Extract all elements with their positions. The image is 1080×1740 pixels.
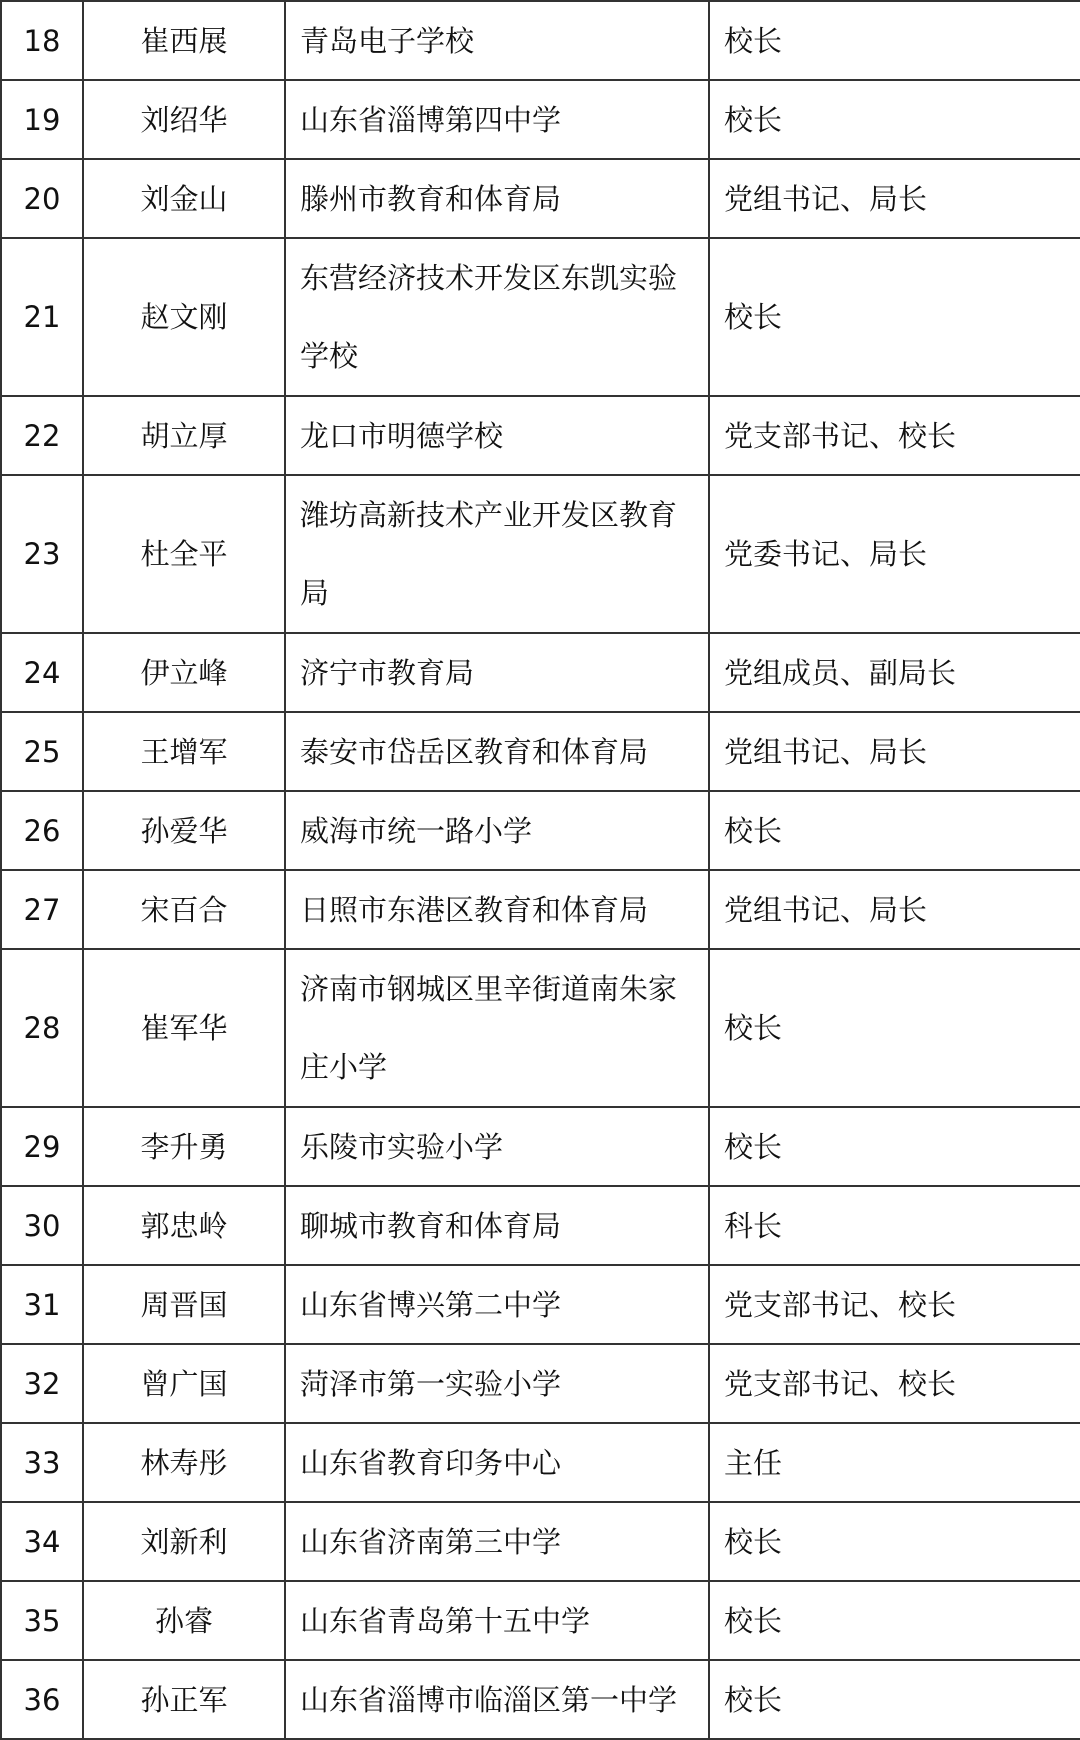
table-row (1, 1344, 1080, 1423)
person-name: 孙正军 (83, 1660, 285, 1739)
table-row (1, 1, 1080, 80)
row-number: 20 (1, 159, 83, 238)
organization: 日照市东港区教育和体育局 (285, 870, 709, 949)
person-name: 孙爱华 (83, 791, 285, 870)
person-name: 王增军 (83, 712, 285, 791)
table-row (1, 1265, 1080, 1344)
position: 校长 (709, 1, 1080, 80)
position: 党组书记、局长 (709, 159, 1080, 238)
position: 党组书记、局长 (709, 870, 1080, 949)
organization: 济南市钢城区里辛街道南朱家庄小学 (285, 949, 709, 1107)
position: 党支部书记、校长 (709, 1344, 1080, 1423)
table-row (1, 80, 1080, 159)
person-name: 崔西展 (83, 1, 285, 80)
person-name: 曾广国 (83, 1344, 285, 1423)
row-number: 35 (1, 1581, 83, 1660)
organization: 山东省淄博市临淄区第一中学 (285, 1660, 709, 1739)
position: 校长 (709, 1107, 1080, 1186)
organization: 泰安市岱岳区教育和体育局 (285, 712, 709, 791)
table-row (1, 1660, 1080, 1739)
organization: 济宁市教育局 (285, 633, 709, 712)
person-name: 崔军华 (83, 949, 285, 1107)
row-number: 27 (1, 870, 83, 949)
table-row (1, 1107, 1080, 1186)
row-number: 22 (1, 396, 83, 475)
position: 党委书记、局长 (709, 475, 1080, 633)
row-number: 19 (1, 80, 83, 159)
person-name: 孙睿 (83, 1581, 285, 1660)
row-number: 28 (1, 949, 83, 1107)
row-number: 21 (1, 238, 83, 396)
organization: 青岛电子学校 (285, 1, 709, 80)
row-number: 26 (1, 791, 83, 870)
position: 党支部书记、校长 (709, 1265, 1080, 1344)
person-name: 周晋国 (83, 1265, 285, 1344)
organization: 威海市统一路小学 (285, 791, 709, 870)
person-name: 伊立峰 (83, 633, 285, 712)
position: 党组成员、副局长 (709, 633, 1080, 712)
person-name: 李升勇 (83, 1107, 285, 1186)
row-number: 25 (1, 712, 83, 791)
organization: 潍坊高新技术产业开发区教育局 (285, 475, 709, 633)
organization: 聊城市教育和体育局 (285, 1186, 709, 1265)
person-name: 郭忠岭 (83, 1186, 285, 1265)
row-number: 29 (1, 1107, 83, 1186)
organization: 菏泽市第一实验小学 (285, 1344, 709, 1423)
position: 校长 (709, 791, 1080, 870)
table-row (1, 1581, 1080, 1660)
row-number: 32 (1, 1344, 83, 1423)
table-row (1, 1186, 1080, 1265)
position: 党组书记、局长 (709, 712, 1080, 791)
table-row (1, 1502, 1080, 1581)
row-number: 34 (1, 1502, 83, 1581)
person-name: 刘金山 (83, 159, 285, 238)
row-number: 24 (1, 633, 83, 712)
organization: 山东省教育印务中心 (285, 1423, 709, 1502)
position: 校长 (709, 1502, 1080, 1581)
table-row (1, 159, 1080, 238)
table-row (1, 949, 1080, 1107)
organization: 龙口市明德学校 (285, 396, 709, 475)
row-number: 30 (1, 1186, 83, 1265)
person-name: 刘新利 (83, 1502, 285, 1581)
row-number: 33 (1, 1423, 83, 1502)
organization: 山东省济南第三中学 (285, 1502, 709, 1581)
table-row (1, 633, 1080, 712)
organization: 东营经济技术开发区东凯实验学校 (285, 238, 709, 396)
position: 校长 (709, 238, 1080, 396)
table-row (1, 396, 1080, 475)
person-name: 宋百合 (83, 870, 285, 949)
table-row (1, 870, 1080, 949)
position: 校长 (709, 1660, 1080, 1739)
table-row (1, 712, 1080, 791)
table-row (1, 238, 1080, 396)
table-row (1, 475, 1080, 633)
row-number: 31 (1, 1265, 83, 1344)
organization: 滕州市教育和体育局 (285, 159, 709, 238)
row-number: 36 (1, 1660, 83, 1739)
person-name: 杜全平 (83, 475, 285, 633)
position: 校长 (709, 80, 1080, 159)
person-name: 林寿彤 (83, 1423, 285, 1502)
organization: 山东省博兴第二中学 (285, 1265, 709, 1344)
position: 主任 (709, 1423, 1080, 1502)
position: 校长 (709, 1581, 1080, 1660)
organization: 山东省青岛第十五中学 (285, 1581, 709, 1660)
row-number: 18 (1, 1, 83, 80)
position: 校长 (709, 949, 1080, 1107)
position: 科长 (709, 1186, 1080, 1265)
person-name: 胡立厚 (83, 396, 285, 475)
table-row (1, 1423, 1080, 1502)
person-name: 刘绍华 (83, 80, 285, 159)
position: 党支部书记、校长 (709, 396, 1080, 475)
person-name: 赵文刚 (83, 238, 285, 396)
organization: 山东省淄博第四中学 (285, 80, 709, 159)
row-number: 23 (1, 475, 83, 633)
table-row (1, 791, 1080, 870)
organization: 乐陵市实验小学 (285, 1107, 709, 1186)
